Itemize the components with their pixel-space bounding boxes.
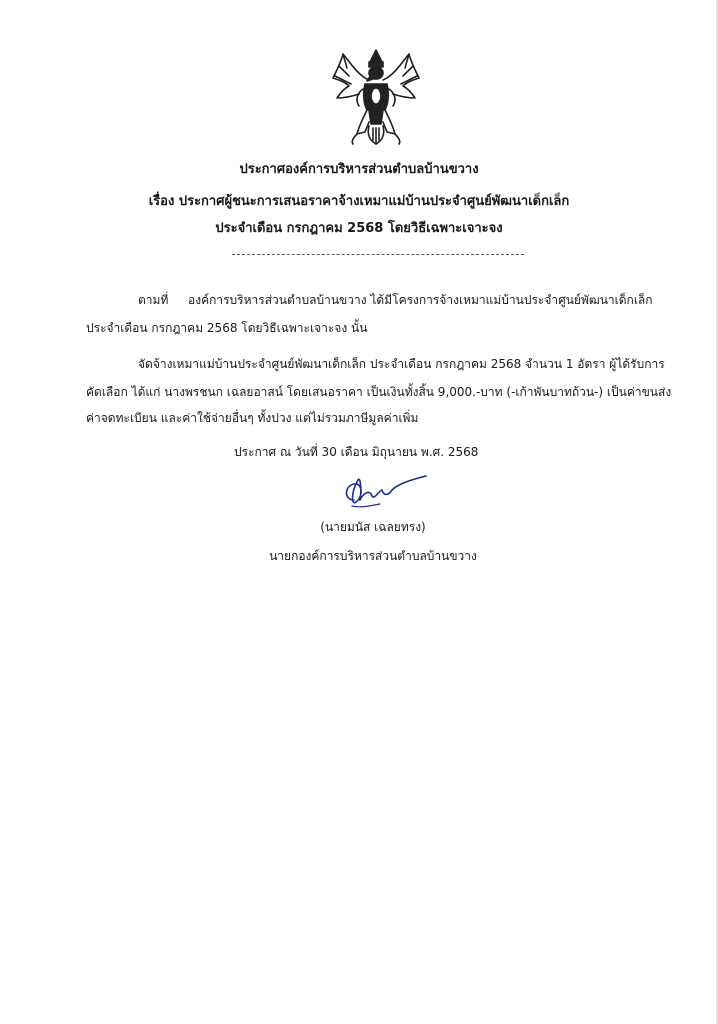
signer-title: นายกองค์การบริหารส่วนตำบลบ้านขวาง <box>269 549 477 563</box>
announcement-date: ประกาศ ณ วันที่ 30 เดือน มิถุนายน พ.ศ. 2568 <box>234 445 479 459</box>
paragraph-1-lead: ตามที่ <box>138 293 169 307</box>
heading-divider <box>232 254 524 255</box>
document-title-subject: เรื่อง ประกาศผู้ชนะการเสนอราคาจ้างเหมาแม่บ้านประจำศูนย์พัฒนาเด็กเล็ก <box>148 194 570 209</box>
paragraph-1-line-1 <box>138 292 653 308</box>
paragraph-1-line-2: ประจำเดือน กรกฎาคม 2568 โดยวิธีเฉพาะเจาะจง นั้น <box>86 321 368 335</box>
paragraph-2-line-2: คัดเลือก ได้แก่ นางพรชนก เฉลยอาสน์ โดยเสนอราคา เป็นเงินทั้งสิ้น 9,000.-บาท (-เก้าพันบาทถ้วน-) เป็นค่าขนส่ง <box>86 385 672 399</box>
document-title-organization: ประกาศองค์การบริหารส่วนตำบลบ้านขวาง <box>239 162 479 177</box>
paragraph-2-line-1: จัดจ้างเหมาแม่บ้านประจำศูนย์พัฒนาเด็กเล็ก ประจำเดือน กรกฎาคม 2568 จำนวน 1 อัตรา ผู้ได้รับการ <box>138 357 665 371</box>
garuda-emblem-icon <box>329 48 423 148</box>
paragraph-2-line-3: ค่าจดทะเบียน และค่าใช้จ่ายอื่นๆ ทั้งปวง แต่ไม่รวมภาษีมูลค่าเพิ่ม <box>86 411 419 425</box>
document-title-period: ประจำเดือน กรกฎาคม 2568 โดยวิธีเฉพาะเจาะจง <box>215 221 503 236</box>
paragraph-1-line-1-text: องค์การบริหารส่วนตำบลบ้านขวาง ได้มีโครงการจ้างเหมาแม่บ้านประจำศูนย์พัฒนาเด็กเล็ก <box>188 293 653 307</box>
signer-name: (นายมนัส เฉลยทรง) <box>320 520 426 534</box>
handwritten-signature <box>340 470 430 514</box>
